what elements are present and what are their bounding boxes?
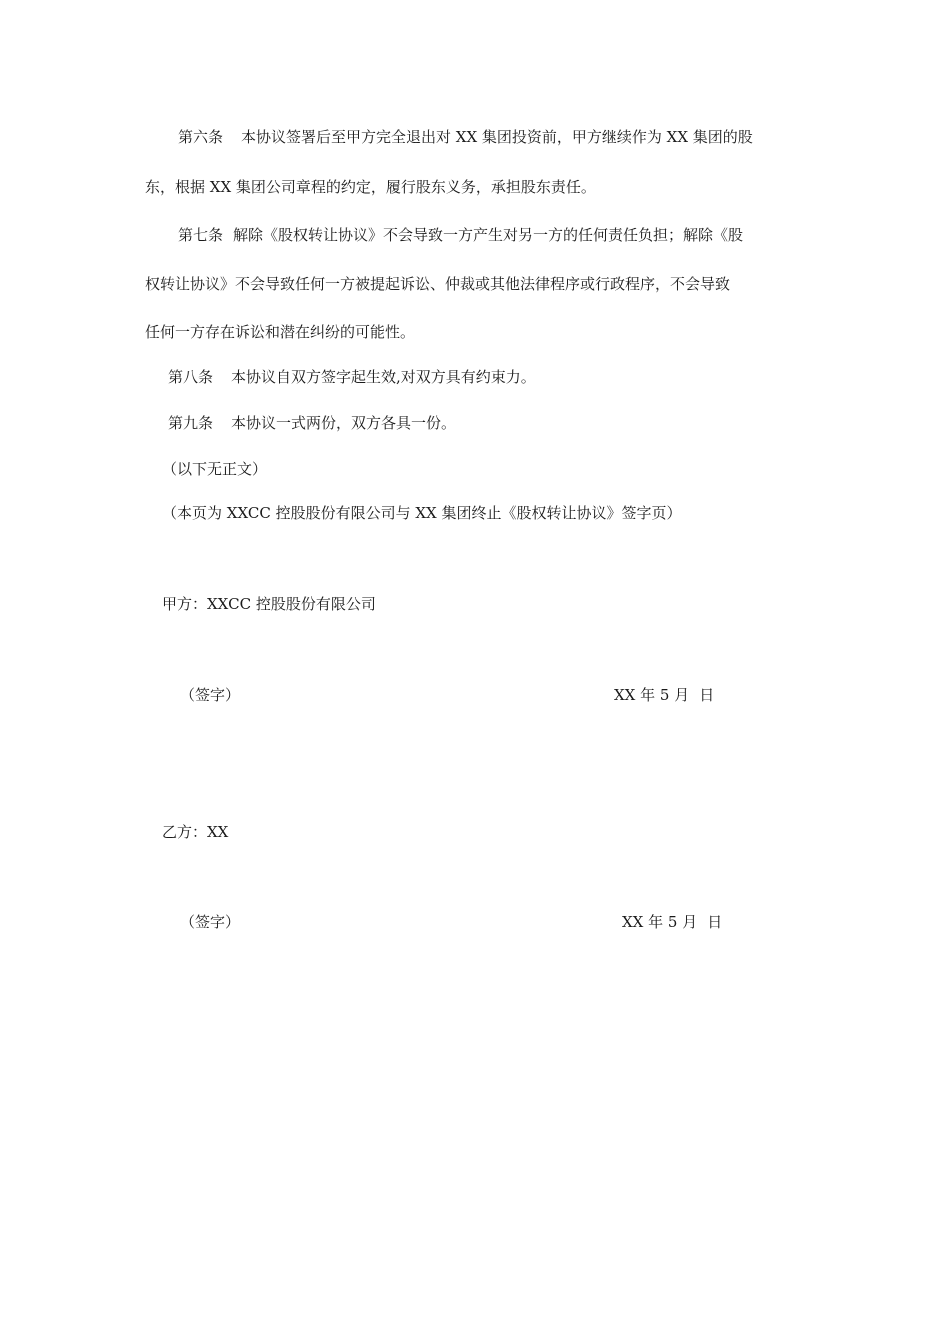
party-b-date-day: 日 bbox=[707, 913, 723, 931]
no-more-text: （以下无正文） bbox=[162, 460, 268, 478]
article-7-line-1 bbox=[178, 225, 743, 245]
article-7-line-2: 权转让协议》不会导致任何一方被提起诉讼、仲裁或其他法律程序或行政程序，不会导致 bbox=[145, 275, 731, 293]
article-9-label: 第九条 bbox=[168, 414, 214, 432]
article-6-label: 第六条 bbox=[178, 128, 224, 146]
article-8-label: 第八条 bbox=[168, 368, 214, 386]
signature-page-note: （本页为 XXCC 控股股份有限公司与 XX 集团终止《股权转让协议》签字页） bbox=[162, 504, 682, 522]
article-6-line-1 bbox=[178, 127, 753, 147]
party-b-sign: （签字） bbox=[180, 913, 241, 931]
article-8-line bbox=[168, 367, 536, 387]
article-6-text-1: 本协议签署后至甲方完全退出对 XX 集团投资前，甲方继续作为 XX 集团的股 bbox=[241, 128, 753, 146]
party-a-sign: （签字） bbox=[180, 686, 241, 704]
article-9-text: 本协议一式两份，双方各具一份。 bbox=[231, 414, 457, 432]
party-a-date-day: 日 bbox=[699, 686, 715, 704]
party-b-label: 乙方：XX bbox=[162, 823, 229, 841]
party-b-date-year-month: XX 年 5 月 bbox=[622, 913, 698, 931]
article-9-line bbox=[168, 413, 456, 433]
party-b-date bbox=[622, 912, 722, 932]
article-8-text: 本协议自双方签字起生效,对双方具有约束力。 bbox=[231, 368, 536, 386]
article-7-text-1: 解除《股权转让协议》不会导致一方产生对另一方的任何责任负担；解除《股 bbox=[233, 226, 744, 244]
party-a-date bbox=[614, 685, 714, 705]
party-a-label: 甲方：XXCC 控股股份有限公司 bbox=[162, 595, 376, 613]
article-6-line-2: 东，根据 XX 集团公司章程的约定，履行股东义务，承担股东责任。 bbox=[145, 178, 596, 196]
article-7-line-3: 任何一方存在诉讼和潜在纠纷的可能性。 bbox=[145, 323, 416, 341]
article-7-label: 第七条 bbox=[178, 226, 224, 244]
party-a-date-year-month: XX 年 5 月 bbox=[614, 686, 690, 704]
